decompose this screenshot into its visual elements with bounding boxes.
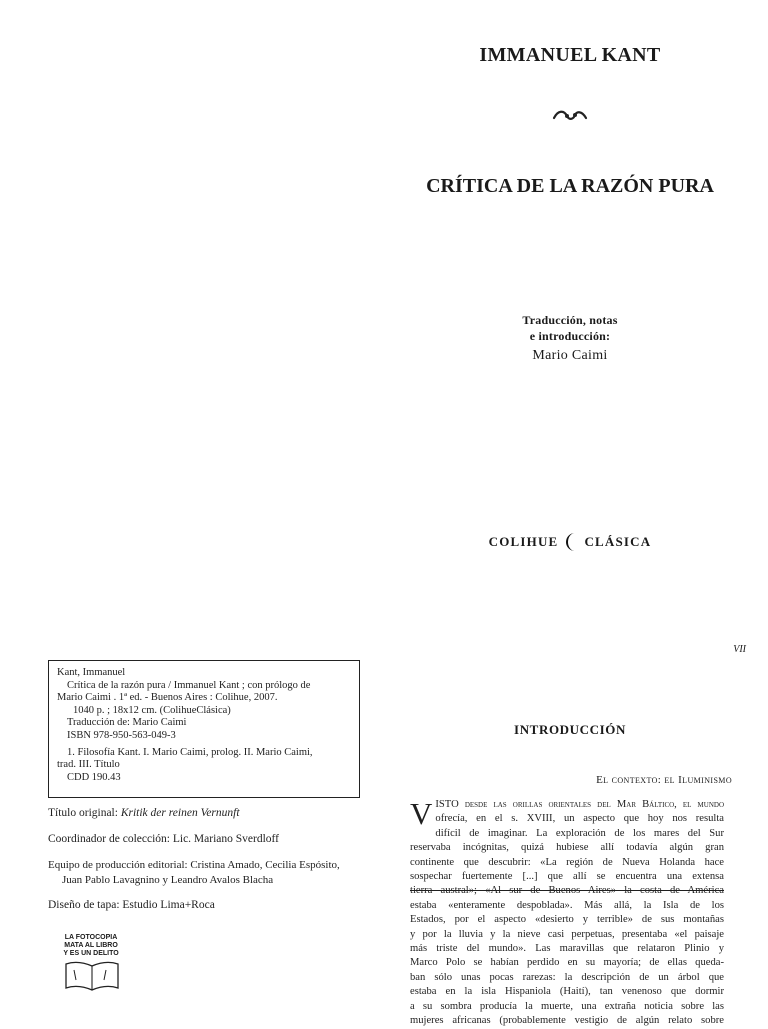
stamp-line-3: Y ES UN DELITO [63, 950, 119, 957]
text-line: mujeres africanas (probablemente vestigio de algún relato sobre [410, 1015, 724, 1027]
catalog-line: trad. III. Título [57, 759, 120, 771]
crescent-moon-icon [562, 532, 580, 552]
catalog-line: Mario Caimi . 1ª ed. - Buenos Aires : Colihue, 2007. [57, 692, 278, 704]
text-line: difícil de imaginar. La exploración de los mares del Sur [435, 827, 724, 839]
fleuron-icon [550, 106, 590, 126]
publisher-imprint [470, 530, 670, 554]
text-line: ofrecía, en el s. XVIII, un aspecto que hoy nos resulta [435, 813, 724, 825]
translation-credits [480, 312, 660, 364]
imprint-right: CLÁSICA [584, 534, 652, 549]
catalog-line: 1040 p. ; 18x12 cm. (ColihueClásica) [73, 704, 231, 716]
text-line: a su sombra producía la muerte, una extraña noticia sobre las [410, 1000, 724, 1012]
book-title: CRÍTICA DE LA RAZÓN PURA [426, 175, 714, 197]
credits-label-line-1: Traducción, notas [522, 313, 618, 327]
text-line: Estados, por el aspecto «desierto y terrible» de sus montañas [410, 914, 724, 926]
text-line: y por la lluvia y la nieve casi perpetuas, presentaba «el paisaje [410, 928, 724, 940]
drop-cap: V [410, 796, 433, 831]
page-number: VII [733, 644, 746, 655]
credits-label-line-2: e introducción: [529, 329, 611, 343]
catalog-line: CDD 190.43 [67, 771, 121, 783]
production-team [48, 858, 368, 888]
coordinator-line: Coordinador de colección: Lic. Mariano Sverdloff [48, 833, 279, 845]
author-name: IMMANUEL KANT [479, 44, 661, 66]
chapter-heading: INTRODUCCIÓN [514, 722, 626, 737]
stamp-line-1: LA FOTOCOPIA [64, 934, 118, 941]
catalog-line: Traducción de: Mario Caimi [67, 717, 187, 729]
catalog-card [48, 660, 360, 798]
section-title: El contexto: el Iluminismo [596, 774, 732, 786]
translator-name: Mario Caimi [532, 348, 608, 363]
text-line: reservaba incógnitas, quizá hubiese allí todavía algún gran [410, 842, 724, 854]
text-line: tierra austral»; «Al sur de Buenos Aires» la costa de América [410, 885, 724, 897]
text-line: Marco Polo se habían perdido en su mayoría; de ellas queda- [410, 957, 724, 969]
original-title-label: Título original: [48, 807, 118, 819]
open-book-icon [56, 958, 136, 992]
intro-body-text [410, 798, 724, 1029]
text-line: ban sólo unas pocas rarezas: la descripción de un árbol que [410, 971, 724, 983]
text-line: continente que descubrir: «La región de Nueva Holanda hace [410, 856, 724, 868]
cover-design-line: Diseño de tapa: Estudio Lima+Roca [48, 899, 215, 911]
stamp-line-2: MATA AL LIBRO [64, 942, 118, 949]
original-title: Kritik der reinen Vernunft [120, 807, 240, 819]
original-title-line [48, 806, 368, 820]
catalog-line: 1. Filosofía Kant. I. Mario Caimi, prolog. II. Mario Caimi, [67, 746, 313, 758]
catalog-line: Kant, Immanuel [57, 667, 126, 678]
text-line: ISTO desde las orillas orientales del Mar Báltico, el mundo [435, 799, 724, 810]
team-line-2: Juan Pablo Lavagnino y Leandro Avalos Blacha [62, 874, 274, 886]
text-line: estaba «enteramente despoblada». Más allá, la Isla de los [410, 899, 724, 911]
imprint-left: COLIHUE [488, 534, 559, 549]
text-line: sospechar fuertemente [...] que allí se encuentra una extensa [410, 871, 724, 883]
text-line: más triste del mundo». Las maravillas que relataron Plinio y [410, 943, 724, 955]
catalog-line: ISBN 978-950-563-049-3 [67, 729, 176, 741]
catalog-line: Crítica de la razón pura / Immanuel Kant ; con prólogo de [67, 679, 311, 691]
team-line-1: Equipo de producción editorial: Cristina Amado, Cecilia Espósito, [48, 859, 340, 871]
text-line: estaba en la isla Hispaniola (Haití), tan venenoso que dormir [410, 986, 724, 998]
anti-photocopy-stamp [56, 934, 136, 994]
